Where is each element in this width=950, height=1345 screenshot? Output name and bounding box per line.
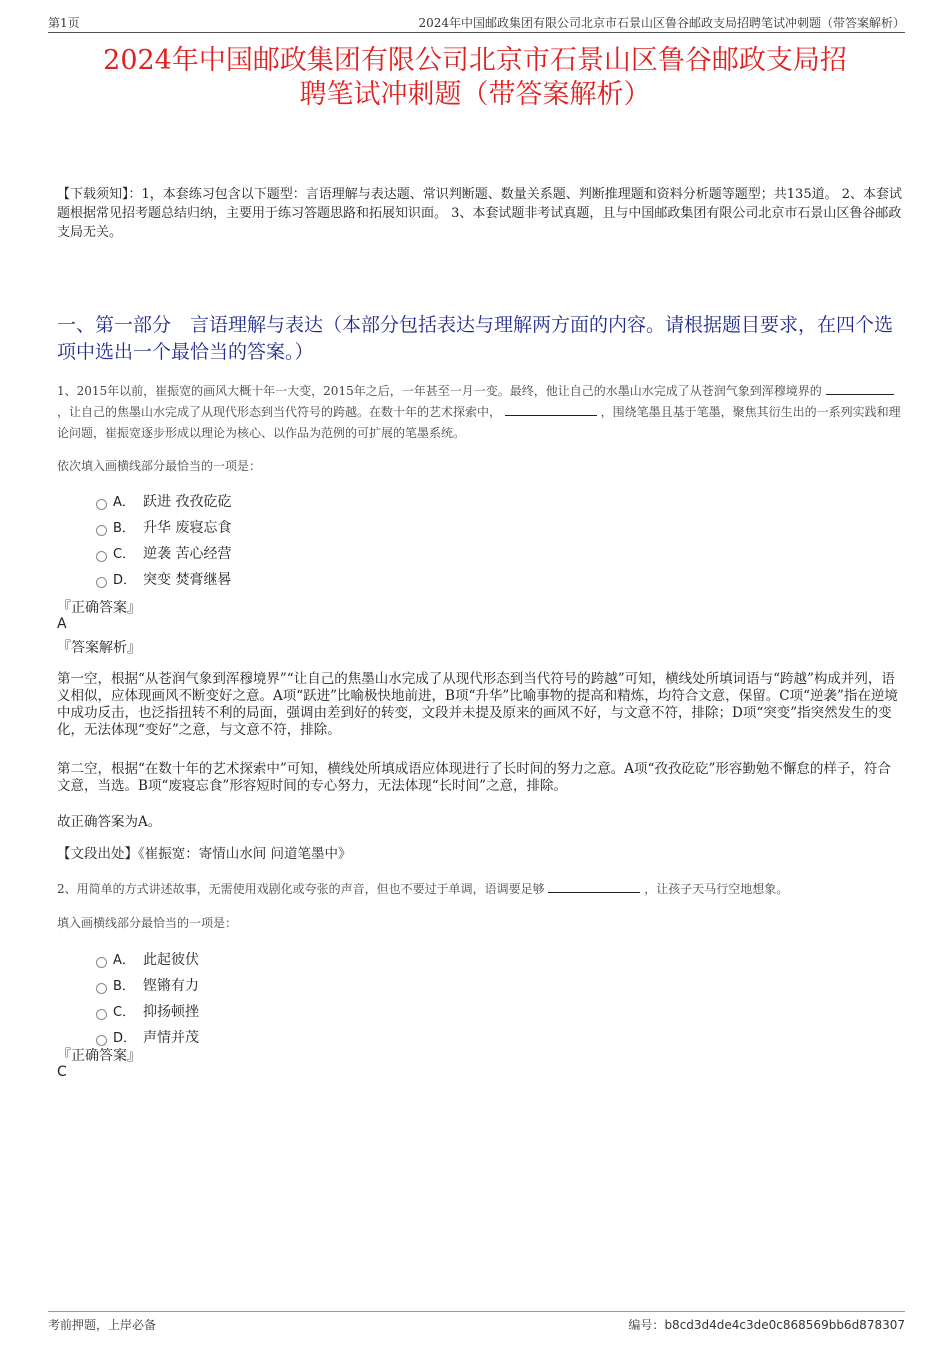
- title-line-2: 聘笔试冲刺题（带答案解析）: [299, 79, 651, 110]
- fill-blank: [826, 381, 894, 395]
- footer-slogan: 考前押题，上岸必备: [48, 1318, 157, 1332]
- option-text: 铿锵有力: [143, 978, 199, 994]
- option-text: 声情并茂: [143, 1030, 199, 1046]
- option-text: 抑扬顿挫: [143, 1004, 199, 1020]
- radio-icon[interactable]: [96, 551, 107, 562]
- footer-code: [628, 1316, 905, 1333]
- footer-code-value: b8cd3d4de4c3de0c868569bb6d878307: [664, 1318, 905, 1332]
- q1-text-part-c: ，围绕笔墨且基于笔墨，聚焦其衍生出的一系列实践和理论问题，崔振宽逐步形成以理论为核心、以作品为范例的可扩展的笔墨系统。: [57, 405, 901, 440]
- footer-code-label: 编号：: [628, 1318, 665, 1332]
- q1-analysis-label: 『答案解析』: [57, 640, 141, 656]
- q1-text-part-a: 1、2015年以前，崔振宽的画风大概十年一大变，2015年之后，一年甚至一月一变。最终，他让自己的水墨山水完成了从苍润气象到浑穆境界的: [57, 384, 822, 398]
- option-key: D．: [113, 573, 137, 588]
- option-text: 升华 废寝忘食: [143, 520, 232, 536]
- radio-icon[interactable]: [96, 525, 107, 536]
- q1-answer-label: 『正确答案』: [57, 600, 141, 616]
- q2-option-c[interactable]: [96, 1001, 199, 1021]
- document-title: [40, 44, 910, 112]
- q2-option-b[interactable]: [96, 975, 199, 995]
- q1-source: 【文段出处】《崔振宽：寄情山水间 问道笔墨中》: [57, 846, 352, 862]
- download-notice: 【下载须知】：1，本套练习包含以下题型：言语理解与表达题、常识判断题、数量关系题、判断推理题和资料分析题等题型；共135道。 2、本套试题根据常见招考题总结归纳，主要用于练习答题思路和拓展知识面。 3、本套试题非考试真题，且与中国邮政集团有限公司北京市石景山区鲁谷邮政支局无关。: [57, 187, 902, 240]
- q1-analysis-paragraph-1: 第一空，根据“从苍润气象到浑穆境界”“让自己的焦墨山水完成了从现代形态到当代符号的跨越”可知，横线处所填词语与“跨越”构成并列，语义相似，应体现画风不断变好之意。A项“跃进”比喻极快地前进，B项“升华”比喻事物的提高和精炼，均符合文意，保留。C项“逆袭”指在逆境中成功反击，也泛指扭转不利的局面，强调由差到好的转变，文段并未提及原来的画风不好，与文意不符，排除；D项“突变”指突然发生的变化，无法体现“变好”之意，与文意不符，排除。: [57, 671, 898, 738]
- header-doc-title: 2024年中国邮政集团有限公司北京市石景山区鲁谷邮政支局招聘笔试冲刺题（带答案解析）: [418, 16, 905, 30]
- q2-option-d[interactable]: [96, 1027, 199, 1047]
- q1-text-part-b: ，让自己的焦墨山水完成了从现代形态到当代符号的跨越。在数十年的艺术探索中，: [57, 405, 502, 419]
- option-text: 突变 焚膏继晷: [143, 572, 232, 588]
- title-line-1: 2024年中国邮政集团有限公司北京市石景山区鲁谷邮政支局招: [103, 45, 847, 76]
- q2-text-part-b: ，让孩子天马行空地想象。: [644, 882, 789, 896]
- q2-option-a[interactable]: [96, 949, 199, 969]
- q1-option-b[interactable]: [96, 517, 231, 537]
- option-text: 跃进 孜孜矻矻: [143, 494, 232, 510]
- option-key: D．: [113, 1031, 137, 1046]
- radio-icon[interactable]: [96, 577, 107, 588]
- q1-option-a[interactable]: [96, 491, 231, 511]
- q1-conclusion: 故正确答案为A。: [57, 814, 162, 830]
- option-key: B．: [113, 521, 135, 536]
- question-2-stem: [57, 879, 902, 900]
- fill-blank: [548, 879, 640, 893]
- q1-option-d[interactable]: [96, 569, 231, 589]
- radio-icon[interactable]: [96, 957, 107, 968]
- option-key: B．: [113, 979, 135, 994]
- radio-icon[interactable]: [96, 983, 107, 994]
- option-text: 逆袭 苦心经营: [143, 546, 232, 562]
- option-key: A．: [113, 953, 135, 968]
- radio-icon[interactable]: [96, 1009, 107, 1020]
- q2-answer: C: [57, 1064, 67, 1080]
- fill-blank: [505, 402, 597, 416]
- option-key: A．: [113, 495, 135, 510]
- option-text: 此起彼伏: [143, 952, 199, 968]
- q2-prompt: 填入画横线部分最恰当的一项是：: [57, 916, 238, 930]
- q1-prompt: 依次填入画横线部分最恰当的一项是：: [57, 459, 262, 473]
- q1-analysis-paragraph-2: 第二空，根据“在数十年的艺术探索中”可知，横线处所填成语应体现进行了长时间的努力之意。A项“孜孜矻矻”形容勤勉不懈怠的样子，符合文意，当选。B项“废寝忘食”形容短时间的专心努力，无法体现“长时间”之意，排除。: [57, 761, 891, 794]
- radio-icon[interactable]: [96, 499, 107, 510]
- q1-answer: A: [57, 616, 67, 632]
- q2-text-part-a: 2、用简单的方式讲述故事，无需使用戏剧化或夸张的声音，但也不要过于单调，语调要足够: [57, 882, 545, 896]
- q1-option-c[interactable]: [96, 543, 231, 563]
- page-number: 第1页: [48, 16, 80, 30]
- option-key: C．: [113, 1005, 136, 1020]
- q2-answer-label: 『正确答案』: [57, 1048, 141, 1064]
- page-footer: [48, 1311, 905, 1332]
- page-header: [48, 14, 905, 33]
- question-1-stem: [57, 381, 902, 444]
- section-heading: 一、第一部分 言语理解与表达（本部分包括表达与理解两方面的内容。请根据题目要求，在四个选项中选出一个最恰当的答案。）: [57, 314, 894, 363]
- option-key: C．: [113, 547, 136, 562]
